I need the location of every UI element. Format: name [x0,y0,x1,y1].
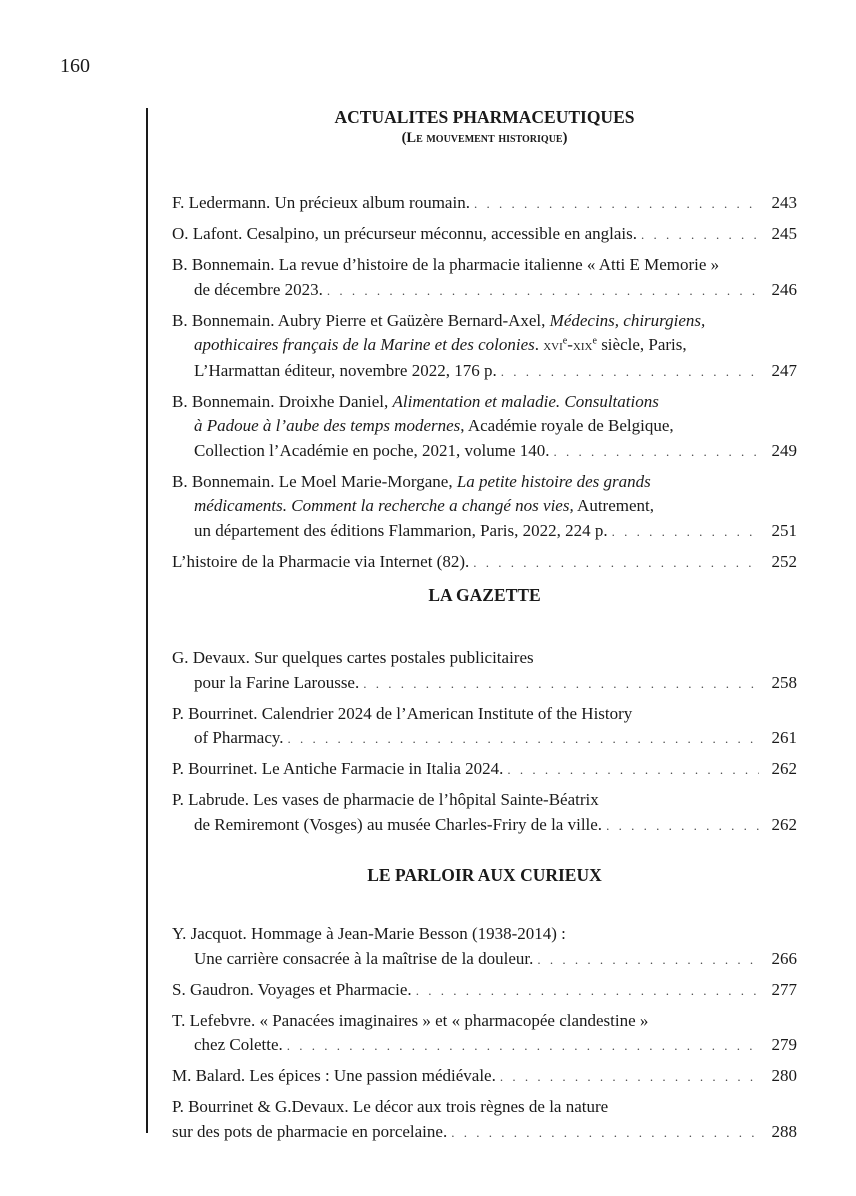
page-ref: 277 [771,979,797,999]
entry-text: P. Labrude. Les vases de pharmacie de l’hôpital Sainte-Béatrix [172,790,599,809]
dot-leader [363,672,759,697]
century-separator: - [567,335,573,354]
entry-text: of Pharmacy. [194,728,284,747]
entry-text: Autrement, [573,496,654,515]
entry-text: L’histoire de la Pharmacie via Internet (82). [172,551,470,571]
entry-text: F. Ledermann. Un précieux album roumain. [172,193,470,212]
entry-text: Collection l’Académie en poche, 2021, volume 140. [194,440,550,460]
dot-leader [507,758,759,783]
dot-leader [500,1065,759,1090]
page-ref: 262 [771,814,797,834]
entry-text: P. Bourrinet. Calendrier 2024 de l’American Institute of the History [172,703,633,723]
page-ref: 247 [771,360,797,380]
toc-entry [172,978,797,1004]
dot-leader [501,360,759,385]
entry-text: B. Bonnemain. Aubry Pierre et Gaüzère Bernard-Axel, [172,310,550,330]
section-title: LE PARLOIR AUX CURIEUX [367,865,602,885]
page-ref: 288 [771,1121,797,1141]
entry-text: P. Bourrinet. Le Antiche Farmacie in Italia 2024. [172,759,504,778]
toc-entry [172,1064,797,1090]
toc-entry [172,702,797,752]
dot-leader [612,520,759,545]
section-actualites-entries [172,191,797,581]
toc-entry [172,191,797,217]
dot-leader [554,440,760,465]
entry-text: B. Bonnemain. Droixhe Daniel, [172,391,393,411]
toc-entry [172,222,797,248]
entry-title-italic: apothicaires français de la Marine et des colonies [194,335,535,354]
toc-entry [172,1009,797,1059]
entry-text: chez Colette. [194,1035,283,1054]
margin-rule [146,108,148,1133]
entry-title-italic: La petite histoire des grands [456,471,651,491]
section-title: LA GAZETTE [428,585,541,605]
dot-leader [641,223,759,248]
toc-entry [172,253,797,303]
century-numeral: xix [572,338,593,354]
entry-title-italic: Alimentation et maladie. Consultations [392,391,659,411]
entry-text: P. Bourrinet & G.Devaux. Le décor aux trois règnes de la nature [172,1097,609,1116]
entry-text: siècle, Paris, [596,335,687,354]
entry-text: un département des éditions Flammarion, Paris, 2022, 224 p. [194,520,608,540]
toc-entry [172,309,797,385]
toc-entry [172,470,797,545]
dot-leader [474,192,759,217]
page-ref: 245 [771,224,797,243]
page-ref: 251 [771,520,797,540]
century-numeral: xvi [543,338,563,354]
page-number: 160 [60,55,90,77]
toc-entry [172,646,797,696]
entry-text: O. Lafont. Cesalpino, un précurseur méconnu, accessible en anglais. [172,224,637,243]
entry-text: Une carrière consacrée à la maîtrise de la douleur. [194,948,534,968]
section-actualites [172,106,797,148]
dot-leader [473,551,759,576]
entry-text: Y. Jacquot. Hommage à Jean-Marie Besson (1938-2014) : [172,924,566,943]
page-ref: 249 [771,440,797,460]
toc-entry [172,550,797,576]
entry-text: . [534,335,544,354]
dot-leader [451,1121,759,1146]
entry-text: T. Lefebvre. « Panacées imaginaires » et « pharmacopée clandestine » [172,1010,649,1030]
superscript: e [562,335,568,347]
section-gazette [172,584,797,606]
dot-leader [287,1034,759,1059]
dot-leader [416,979,759,1004]
section-title: ACTUALITES PHARMACEUTIQUES [334,107,635,127]
toc-entry [172,922,797,972]
entry-text: pour la Farine Larousse. [194,672,360,692]
dot-leader [327,279,759,304]
dot-leader [288,727,759,752]
page-ref: 262 [771,759,797,778]
toc-entry [172,757,797,783]
page-ref: 243 [771,193,797,212]
toc-entry [172,1095,797,1145]
page-ref: 279 [771,1035,797,1054]
page-ref: 258 [771,672,797,692]
entry-text: G. Devaux. Sur quelques cartes postales publicitaires [172,648,534,667]
page-ref: 252 [771,551,797,571]
entry-text: B. Bonnemain. Le Moel Marie-Morgane, [172,471,457,491]
entry-title-italic: à Padoue à l’aube des temps modernes [194,416,461,435]
page-ref: 246 [771,279,797,299]
page-ref: 261 [771,728,797,747]
entry-text: L’Harmattan éditeur, novembre 2022, 176 p. [194,360,497,380]
entry-text: de Remiremont (Vosges) au musée Charles-Friry de la ville. [194,814,603,834]
page-ref: 280 [771,1066,797,1085]
entry-text: M. Balard. Les épices : Une passion médiévale. [172,1066,496,1085]
entry-text: , Académie royale de Belgique, [460,416,674,435]
toc-entry [172,390,797,465]
entry-text: sur des pots de pharmacie en porcelaine. [172,1121,448,1141]
entry-text: de décembre 2023. [194,279,323,299]
section-gazette-entries [172,646,797,844]
section-parloir-entries [172,922,797,1151]
entry-title-italic: médicaments. Comment la recherche a changé nos vies, [194,496,574,515]
entry-text: S. Gaudron. Voyages et Pharmacie. [172,979,412,999]
dot-leader [537,948,759,973]
superscript: e [592,335,597,347]
entry-text: B. Bonnemain. La revue d’histoire de la pharmacie italienne « Atti E Memorie » [172,255,720,274]
toc-entry [172,788,797,838]
dot-leader [606,814,759,839]
page-ref: 266 [771,948,797,968]
section-parloir [172,864,797,886]
entry-title-italic: Médecins, chirurgiens, [549,310,706,330]
section-subtitle: (Le mouvement historique) [401,130,568,146]
